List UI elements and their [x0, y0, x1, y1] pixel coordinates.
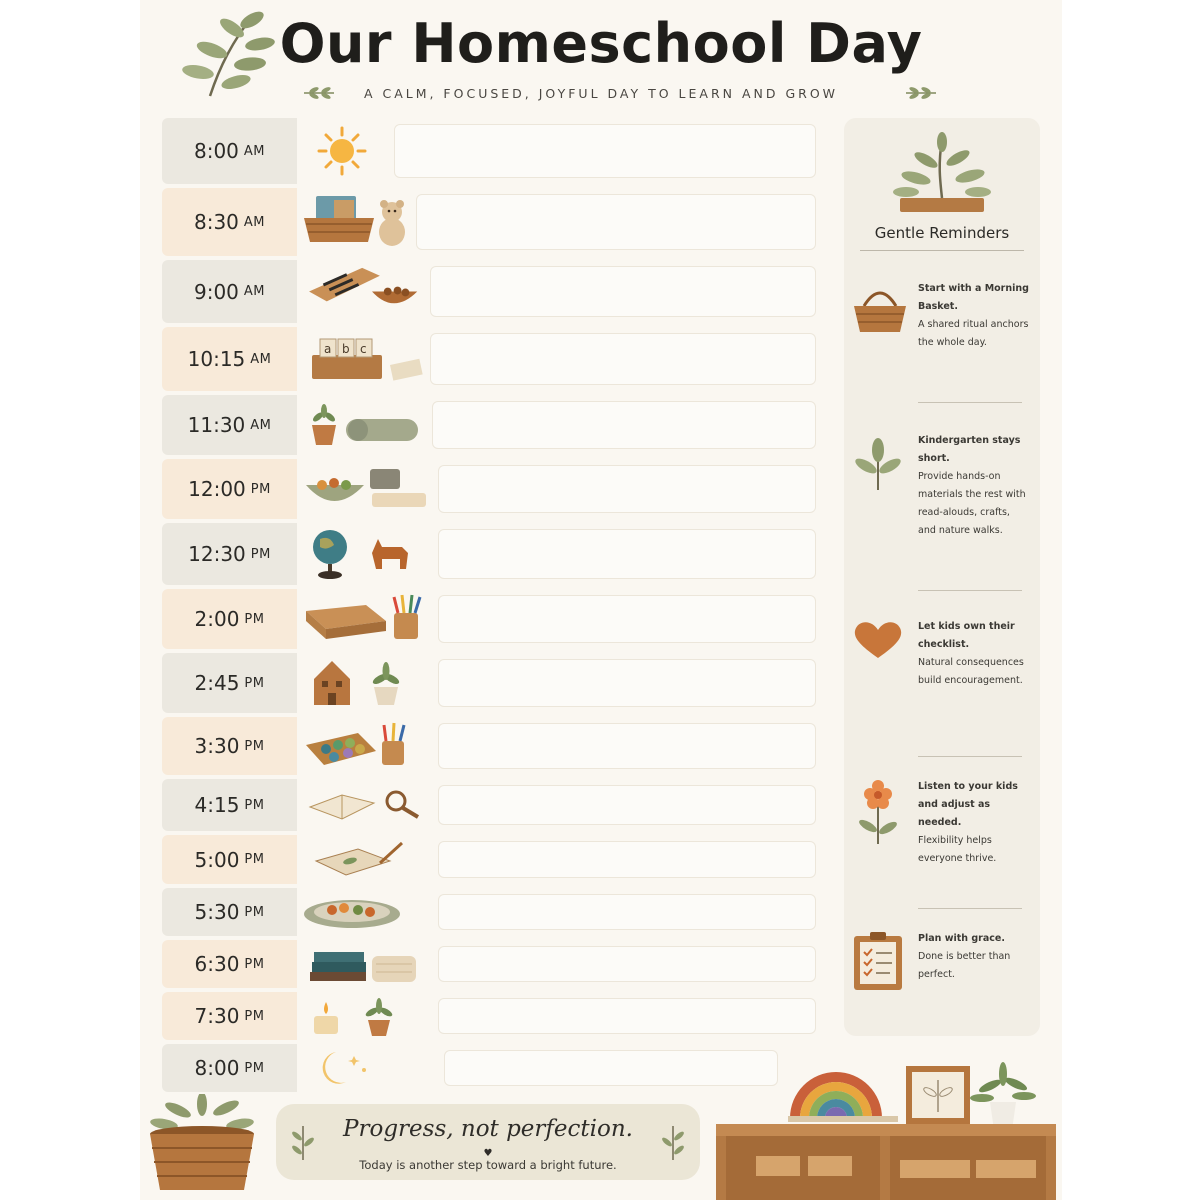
flower-icon — [850, 778, 906, 846]
time-period: PM — [244, 675, 265, 691]
reminder-divider — [918, 590, 1022, 591]
activity-input-box[interactable] — [438, 659, 816, 707]
time-period: PM — [244, 956, 265, 972]
time-period: AM — [250, 417, 272, 433]
activity-input-box[interactable] — [438, 785, 816, 825]
time-value: 8:00 — [193, 139, 239, 163]
time-period: PM — [244, 611, 265, 627]
reminder-body: Provide hands-on materials the rest with read-alouds, crafts, and nature walks. — [918, 471, 1026, 536]
potted-plant-icon — [878, 130, 1006, 216]
activity-input-box[interactable] — [432, 401, 816, 449]
time-cell — [162, 118, 297, 184]
activity-input-box[interactable] — [438, 595, 816, 643]
books-and-blanket-icon — [302, 942, 442, 986]
time-cell — [162, 1044, 297, 1092]
schedule-row — [162, 186, 822, 258]
schedule-row — [162, 325, 822, 393]
time-period: PM — [244, 852, 265, 867]
heart-icon — [850, 618, 906, 662]
reminder-lead: Kindergarten stays short. — [918, 435, 1021, 464]
reminder-body: Natural consequences build encouragement. — [918, 657, 1024, 686]
sprig-right-icon — [904, 86, 938, 100]
schedule-row — [162, 521, 822, 587]
reminder-text — [918, 778, 1030, 868]
time-cell — [162, 260, 297, 323]
globe-and-animal-icon — [302, 525, 442, 583]
reminders-title: Gentle Reminders — [874, 224, 1010, 242]
activity-input-box[interactable] — [394, 124, 816, 178]
time-cell — [162, 395, 297, 455]
reminder-divider — [918, 908, 1022, 909]
quote-text: Progress, not perfection. — [343, 1116, 633, 1142]
page-title: Our Homeschool Day — [279, 12, 923, 75]
time-cell — [162, 992, 297, 1040]
time-cell — [162, 589, 297, 649]
reminder-body: Done is better than perfect. — [918, 951, 1011, 980]
quote-banner — [276, 1104, 700, 1180]
activity-input-box[interactable] — [438, 894, 816, 930]
time-period: PM — [250, 481, 271, 497]
reminder-lead: Plan with grace. — [918, 933, 1005, 944]
time-value: 10:15 — [187, 347, 246, 371]
schedule-row — [162, 651, 822, 715]
letter-blocks-icon — [302, 329, 442, 389]
schedule-row — [162, 393, 822, 457]
svg-text:b: b — [342, 342, 350, 356]
reminder-body: Flexibility helps everyone thrive. — [918, 835, 997, 864]
time-value: 12:30 — [188, 542, 246, 566]
svg-text:c: c — [360, 342, 367, 356]
clipboard-icon — [850, 930, 906, 992]
activity-input-box[interactable] — [438, 998, 816, 1034]
activity-input-box[interactable] — [438, 529, 816, 579]
time-value: 3:30 — [194, 734, 240, 758]
reminder-body: A shared ritual anchors the whole day. — [918, 319, 1029, 348]
time-period: PM — [244, 738, 265, 754]
schedule-row — [162, 833, 822, 886]
paint-palette-icon — [302, 719, 442, 773]
page-subtitle: A CALM, FOCUSED, JOYFUL DAY TO LEARN AND GROW — [363, 86, 839, 101]
basket-plant-icon — [144, 1094, 264, 1194]
activity-input-box[interactable] — [438, 465, 816, 513]
book-and-magnifier-icon — [302, 781, 442, 829]
shelf-with-rainbow-icon — [716, 1056, 1056, 1200]
time-period: AM — [250, 351, 272, 367]
time-value: 9:00 — [193, 279, 239, 304]
schedule-table — [162, 116, 822, 1094]
heart-icon: ♥ — [483, 1148, 493, 1159]
time-value: 2:45 — [194, 671, 240, 695]
plant-and-mat-icon — [302, 397, 442, 453]
time-value: 5:30 — [194, 900, 240, 924]
reminder-lead: Listen to your kids and adjust as needed. — [918, 781, 1018, 828]
time-cell — [162, 940, 297, 988]
time-cell — [162, 717, 297, 775]
time-cell — [162, 459, 297, 519]
schedule-row — [162, 715, 822, 777]
basket-icon — [850, 284, 910, 336]
title-divider — [860, 250, 1024, 251]
bead-frame-and-bowl-icon — [302, 262, 442, 321]
journal-and-pen-icon — [302, 837, 442, 882]
activity-input-box[interactable] — [438, 723, 816, 769]
reminder-text — [918, 618, 1030, 690]
schedule-row — [162, 457, 822, 521]
time-cell — [162, 835, 297, 884]
time-cell — [162, 327, 297, 391]
schedule-row — [162, 258, 822, 325]
schedule-row — [162, 886, 822, 938]
sprig-right-icon — [658, 1122, 688, 1162]
reminder-lead: Let kids own their checklist. — [918, 621, 1015, 650]
schedule-row — [162, 587, 822, 651]
gentle-reminders-panel — [844, 118, 1040, 1036]
tray-and-pencils-icon — [302, 591, 442, 647]
time-period: PM — [244, 1008, 265, 1024]
time-cell — [162, 779, 297, 831]
reminder-divider — [918, 756, 1022, 757]
time-cell — [162, 523, 297, 585]
time-period: PM — [250, 546, 271, 562]
time-cell — [162, 653, 297, 713]
time-period: PM — [244, 1060, 265, 1076]
reminder-text — [918, 930, 1030, 984]
leaf-sprig-icon — [850, 436, 906, 492]
activity-input-box[interactable] — [416, 194, 816, 250]
dinner-plate-icon — [302, 890, 442, 934]
time-value: 6:30 — [194, 952, 240, 976]
schedule-row — [162, 938, 822, 990]
time-value: 7:30 — [194, 1004, 240, 1028]
schedule-row — [162, 777, 822, 833]
activity-input-box[interactable] — [430, 266, 816, 317]
schedule-row — [162, 116, 822, 186]
schedule-page — [140, 0, 1062, 1200]
time-period: AM — [243, 284, 266, 299]
time-value: 8:30 — [193, 210, 239, 234]
schedule-row — [162, 990, 822, 1042]
lunch-bowl-icon — [302, 461, 442, 517]
quote-subline: Today is another step toward a bright future. — [359, 1158, 617, 1172]
time-value: 8:00 — [194, 1056, 240, 1080]
time-period: PM — [244, 904, 265, 920]
time-value: 4:15 — [194, 793, 240, 817]
reminder-text — [918, 432, 1030, 540]
activity-input-box[interactable] — [438, 946, 816, 982]
house-and-plant-icon — [302, 655, 442, 711]
reminder-text — [918, 280, 1030, 352]
time-cell — [162, 188, 297, 256]
time-value: 5:00 — [194, 847, 240, 872]
time-period: AM — [243, 214, 266, 230]
time-value: 2:00 — [194, 607, 240, 631]
activity-input-box[interactable] — [430, 333, 816, 385]
time-period: AM — [243, 143, 266, 159]
reminder-lead: Start with a Morning Basket. — [918, 283, 1029, 312]
svg-text:a: a — [324, 342, 332, 356]
activity-input-box[interactable] — [438, 841, 816, 878]
reminder-divider — [918, 402, 1022, 403]
time-cell — [162, 888, 297, 936]
moon-and-stars-icon — [302, 1046, 442, 1090]
time-value: 12:00 — [188, 477, 246, 501]
candle-and-plant-icon — [302, 994, 442, 1038]
time-value: 11:30 — [187, 413, 246, 437]
time-period: PM — [244, 797, 265, 813]
